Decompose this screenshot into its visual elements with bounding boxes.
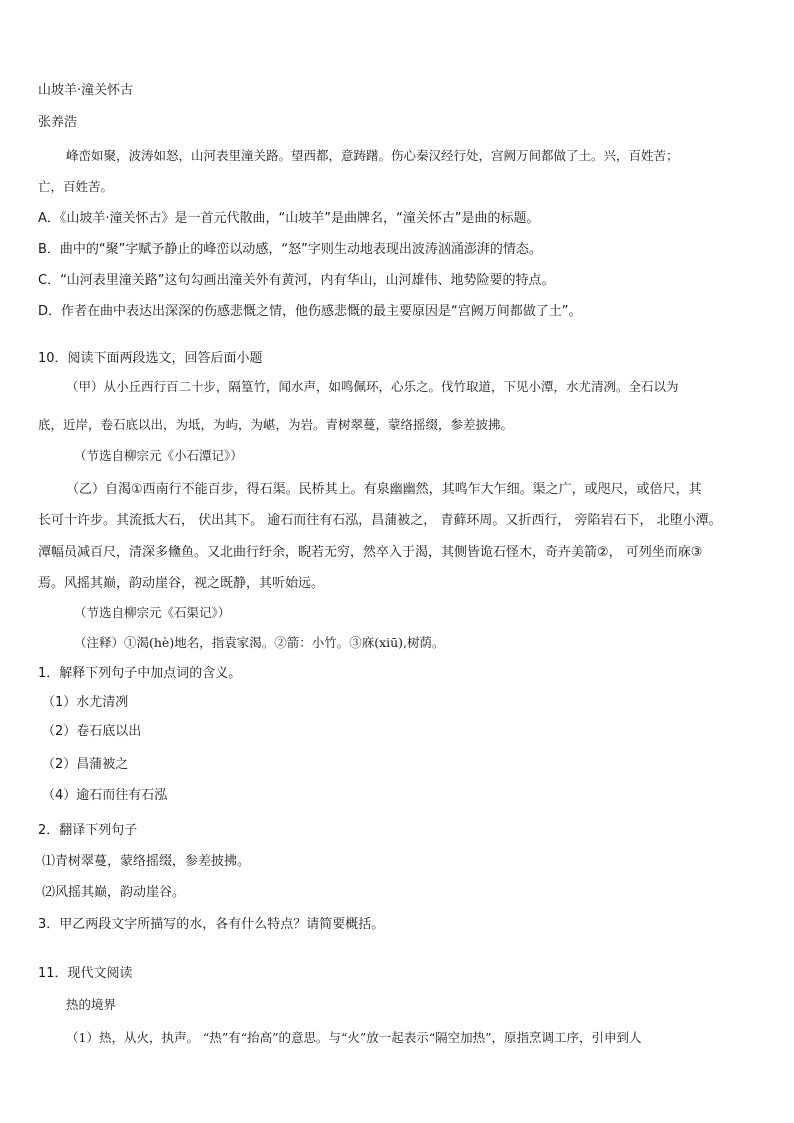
passage-notes: （注释）①渴(hè)地名，指袁家渴。②箭：小竹。③庥(xiū),树荫。 [74,635,445,650]
poem-title: 山坡羊·潼关怀古 [38,83,134,98]
question-11-heading: 11．现代文阅读 [38,966,133,981]
sub-question-2-item: ⑵风摇其巅，韵动崖谷。 [42,885,186,900]
passage-yi-source: （节选自柳宗元《石渠记》） [74,605,231,620]
passage-yi-line-1: （乙）自渴①西南行不能百步，得石渠。民桥其上。有泉幽幽然，其鸣乍大乍细。渠之广，或咫尺，或倍尺，其 [66,482,702,497]
sub-question-2-item: ⑴青树翠蔓，蒙络摇缀，参差披拂。 [42,854,251,869]
article-paragraph-1: （1）热，从火，执声。 “热”有“抬高”的意思。与“火”放一起表示“隔空加热”，原指烹调工序，引申到人 [66,1030,642,1045]
passage-yi-line-4: 焉。风摇其巅，韵动崖谷，视之既静，其听始远。 [38,576,325,591]
sub-question-1-item: （1）水尤清冽 [42,695,129,710]
choice-c: C．“山河表里潼关路”这句勾画出潼关外有黄河，内有华山，山河雄伟、地势险要的特点。 [38,273,555,288]
sub-question-1-prompt: 1．解释下列句子中加点词的含义。 [38,666,242,681]
sub-question-1-item: （2）卷石底以出 [42,724,142,739]
poem-text-line-2: 亡，百姓苦。 [38,179,114,194]
choice-b: B．曲中的“聚”字赋予静止的峰峦以动感，“怒”字则生动地表现出波涛汹涌澎湃的情态。 [38,242,542,257]
choice-a: A．《山坡羊·潼关怀古》是一首元代散曲，“山坡羊”是曲牌名，“潼关怀古”是曲的标题。 [38,211,540,226]
question-10-heading: 10．阅读下面两段选文，回答后面小题 [38,351,263,366]
sub-question-3-prompt: 3．甲乙两段文字所描写的水，各有什么特点？请简要概括。 [38,917,385,932]
sub-question-1-item: （2）昌蒲被之 [42,757,129,772]
article-title: 热的境界 [66,997,117,1012]
passage-yi-line-3: 潭幅员减百尺，清深多儵鱼。又北曲行纡余，睨若无穷，然卒入于渴，其侧皆诡石怪木，奇卉美箭②， 可列坐而庥③ [38,545,703,560]
passage-yi-line-2: 长可十许步。其流抵大石， 伏出其下。 逾石而往有石泓，昌蒲被之， 青藓环周。又折西行， 旁陷岩石下， 北堕小潭。 [38,513,722,528]
poem-author: 张养浩 [38,115,78,130]
sub-question-2-prompt: 2．翻译下列句子 [38,823,138,838]
sub-question-1-item: （4）逾石而往有石泓 [42,788,168,803]
passage-jia-line-1: （甲）从小丘西行百二十步，隔篁竹，闻水声，如鸣佩环，心乐之。伐竹取道，下见小潭，水尤清冽。全石以为 [66,379,679,394]
choice-d: D．作者在曲中表达出深深的伤感悲慨之情，他伤感悲慨的最主要原因是“宫阙万间都做了土”。 [38,304,582,319]
passage-jia-source: （节选自柳宗元《小石潭记》） [74,448,243,463]
poem-text-line-1: 峰峦如聚，波涛如怒，山河表里潼关路。望西都，意踌躇。伤心秦汉经行处，宫阙万间都做了土。兴，百姓苦； [66,148,679,163]
passage-jia-line-2: 底，近岸，卷石底以出，为坻，为屿，为嵁，为岩。青树翠蔓，蒙络摇缀，参差披拂。 [38,417,514,432]
